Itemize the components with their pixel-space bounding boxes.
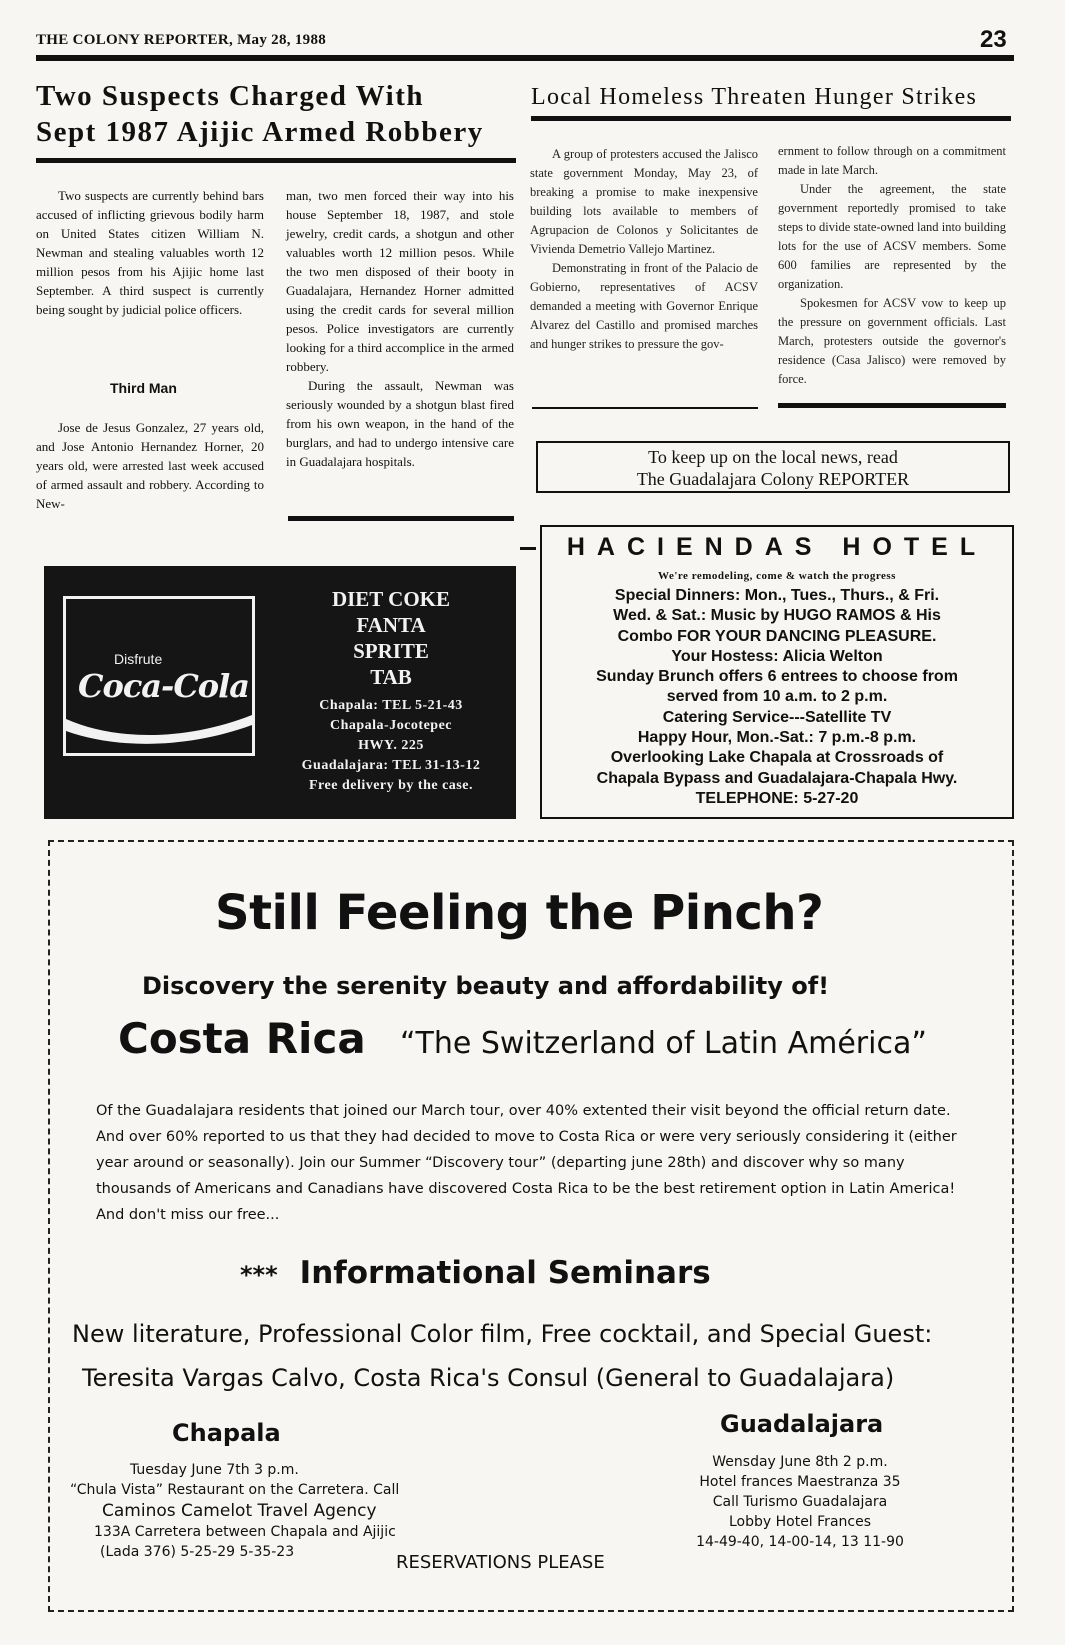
seminars-title: Informational Seminars — [299, 1255, 711, 1291]
robbery-paragraph: Jose de Jesus Gonzalez, 27 years old, and Jose Antonio Hernandez Horner, 20 years old, were arrested last week accused of armed assault and robbery. According to New- — [36, 420, 264, 511]
homeless-column-1 — [530, 145, 758, 354]
chapala-line: Caminos Camelot Travel Agency — [102, 1501, 377, 1521]
coke-product: SPRITE — [353, 639, 429, 663]
hotel-line: Wed. & Sat.: Music by HUGO RAMOS & His — [613, 607, 941, 625]
hotel-line: Catering Service---Satellite TV — [662, 708, 892, 726]
hotel-line: served from 10 a.m. to 2 p.m. — [666, 688, 888, 706]
robbery-subhead: Third Man — [110, 380, 177, 396]
guadalajara-heading: Guadalajara — [720, 1410, 884, 1438]
coca-cola-ad — [44, 566, 516, 819]
publication-line: THE COLONY REPORTER, May 28, 1988 — [36, 32, 327, 48]
hotel-line: Special Dinners: Mon., Tues., Thurs., & Fri. — [614, 587, 940, 604]
chapala-heading: Chapala — [172, 1419, 281, 1447]
ad-subtitle: Discovery the serenity beauty and affordability of! — [142, 972, 830, 1000]
hotel-line: TELEPHONE: 5-27-20 — [695, 789, 859, 807]
homeless-paragraph: ernment to follow through on a commitment made in late March. — [778, 144, 1006, 177]
hotel-line: Your Hostess: Alicia Welton — [671, 647, 883, 665]
hotel-line: Overlooking Lake Chapala at Crossroads of — [610, 749, 944, 767]
hotel-title: HACIENDAS HOTEL — [566, 533, 988, 561]
seminar-features: New literature, Professional Color film, Free cocktail, and Special Guest: — [72, 1320, 933, 1348]
hotel-line: Happy Hour, Mon.-Sat.: 7 p.m.-8 p.m. — [637, 729, 917, 747]
homeless-headline: Local Homeless Threaten Hunger Strikes — [531, 84, 978, 110]
robbery-paragraph: During the assault, Newman was seriously wounded by a shotgun blast fired from his own weapon, in the hand of the burglars, and had to undergo intensive care in Guadalajara hospitals. — [286, 378, 514, 469]
guadalajara-line: Lobby Hotel Frances — [728, 1514, 871, 1530]
coke-contact: Chapala: TEL 5-21-43 — [319, 698, 463, 713]
coke-product: DIET COKE — [331, 587, 451, 611]
robbery-headline-rule — [36, 158, 516, 163]
chapala-line: “Chula Vista” Restaurant on the Carretera. Call — [70, 1482, 400, 1498]
guadalajara-details — [650, 1452, 950, 1552]
coke-product: TAB — [370, 665, 412, 689]
robbery-paragraph: man, two men forced their way into his house September 18, 1987, and stole jewelry, credit cards, a shotgun and other valuables worth 12 million pesos. While the two men disposed of their booty in Guadalajara, Hernandez Horner admitted using the credit cards for several million pesos. Police investigators are currently looking for a third accomplice in the armed robbery. — [286, 188, 514, 374]
guadalajara-line: Wensday June 8th 2 p.m. — [712, 1454, 888, 1470]
guadalajara-line: 14-49-40, 14-00-14, 13 11-90 — [696, 1534, 904, 1550]
coke-contact: Chapala-Jocotepec — [329, 718, 453, 733]
robbery-headline-line2: Sept 1987 Ajijic Armed Robbery — [36, 116, 484, 148]
ad-body-text: Of the Guadalajara residents that joined our March tour, over 40% extented their visit beyond the official return date. And over 60% reported to us that they had decided to move to Costa Rica or were very seriously considering it (either year around or seasonally). Join our Summer “Discovery tour” (departing june 28th) and discover why so many thousands of Americans and Canadians have discovered Costa Rica to be the best retirement option in Latin America! And don't miss our free... — [96, 1103, 957, 1223]
coke-contact: Guadalajara: TEL 31-13-12 — [301, 758, 481, 773]
coke-logo-script: Coca-Cola — [78, 667, 250, 705]
homeless-paragraph: A group of protesters accused the Jalisco state government Monday, May 23, of breaking a promise to make inexpensive building lots available to members of Agrupacion de Colonos y Solicitantes de Vivienda Demetrio Vallejo Martinez. — [530, 147, 758, 256]
ad-title: Still Feeling the Pinch? — [215, 885, 824, 941]
coke-wave-icon — [66, 711, 252, 747]
coca-cola-logo — [63, 596, 255, 756]
robbery-end-rule — [288, 516, 514, 521]
coke-contact: HWY. 225 — [358, 738, 424, 753]
robbery-column-2 — [286, 186, 514, 471]
chapala-line: Tuesday June 7th 3 p.m. — [130, 1462, 299, 1478]
subscribe-promo-box — [536, 441, 1010, 493]
robbery-headline — [36, 78, 516, 150]
costa-rica-ad — [48, 840, 1014, 1612]
robbery-column-1 — [36, 186, 264, 319]
coke-product-list — [276, 586, 506, 796]
hotel-line: Sunday Brunch offers 6 entrees to choose from — [596, 668, 958, 686]
header-rule — [36, 55, 1014, 61]
homeless-paragraph: Demonstrating in front of the Palacio de Gobierno, representatives of ACSV demanded a meeting with Governor Enrique Alvarez del Castillo and promised marches and hunger strikes to pressure the gov- — [530, 261, 758, 351]
hotel-line: Combo FOR YOUR DANCING PLEASURE. — [617, 627, 937, 645]
homeless-end-rule-right — [778, 403, 1006, 408]
coke-product: FANTA — [356, 613, 426, 637]
homeless-end-rule-left — [532, 407, 758, 409]
special-guest: Teresita Vargas Calvo, Costa Rica's Consul (General to Guadalajara) — [82, 1364, 895, 1392]
homeless-paragraph: Spokesmen for ACSV vow to keep up the pressure on government officials. Last March, protesters outside the governor's residence (Casa Jalisco) were removed by force. — [778, 296, 1006, 386]
hotel-subtitle: We're remodeling, come & watch the progress — [658, 570, 896, 582]
promo-rule — [520, 547, 536, 550]
chapala-line: (Lada 376) 5-25-29 5-35-23 — [100, 1544, 295, 1560]
coke-contact: Free delivery by the case. — [309, 778, 473, 793]
homeless-paragraph: Under the agreement, the state government reportedly promised to take steps to divide state-owned land into building lots for the use of ACSV members. Some 600 families are represented by the organization. — [778, 182, 1006, 291]
robbery-paragraph: Two suspects are currently behind bars accused of inflicting grievous bodily harm on United States citizen William N. Newman and stealing valuables worth 12 million pesos from his Ajijic home last September. A third suspect is currently being sought by judicial police officers. — [36, 188, 264, 317]
guadalajara-line: Hotel frances Maestranza 35 — [699, 1474, 901, 1490]
seminars-stars: *** — [240, 1260, 278, 1289]
country-name: Costa Rica — [118, 1014, 366, 1063]
reservations-note: RESERVATIONS PLEASE — [396, 1552, 605, 1573]
haciendas-hotel-ad — [540, 525, 1014, 819]
promo-line-2: The Guadalajara Colony REPORTER — [636, 469, 910, 489]
robbery-column-1b — [36, 418, 264, 513]
robbery-headline-line1: Two Suspects Charged With — [36, 80, 424, 112]
chapala-line: 133A Carretera between Chapala and Ajijic — [94, 1524, 396, 1540]
homeless-headline-rule — [531, 116, 1011, 121]
page-number: 23 — [980, 26, 1007, 53]
hotel-details — [542, 586, 1012, 809]
country-tagline: “The Switzerland of Latin América” — [400, 1026, 927, 1061]
coke-logo-small-text: Disfrute — [114, 651, 163, 667]
chapala-details — [70, 1460, 490, 1562]
hotel-line: Chapala Bypass and Guadalajara-Chapala Hwy. — [596, 769, 958, 787]
guadalajara-line: Call Turismo Guadalajara — [712, 1494, 888, 1510]
promo-line-1: To keep up on the local news, read — [648, 447, 898, 467]
seminars-heading — [240, 1255, 711, 1291]
homeless-column-2 — [778, 142, 1006, 389]
